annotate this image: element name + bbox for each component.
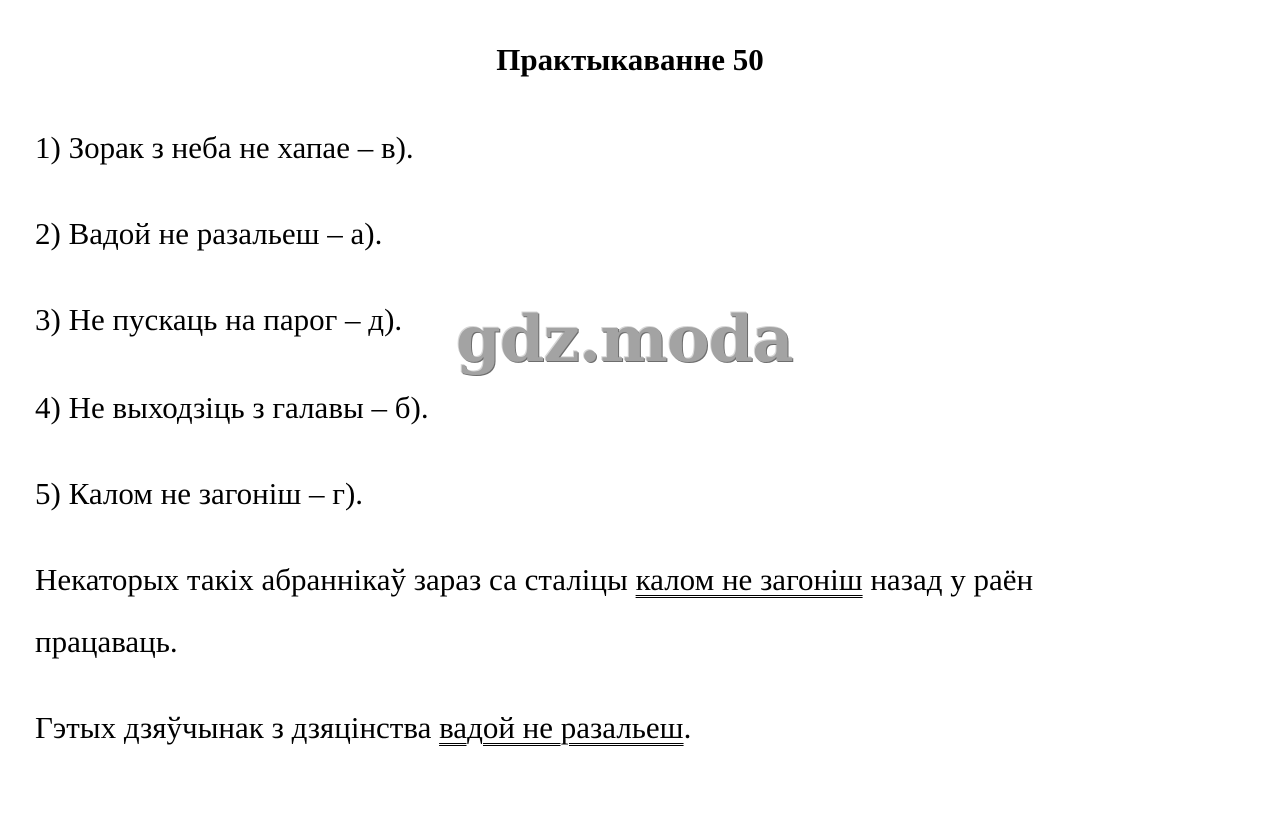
- answer-item-1: 1) Зорак з неба не хапае – в).: [35, 130, 414, 165]
- answer-item-5: 5) Калом не загоніш – г).: [35, 476, 364, 511]
- answer-item-3: 3) Не пускаць на парог – д).: [35, 302, 403, 337]
- watermark-logo: gdz.moda: [456, 302, 793, 377]
- underlined-phrase: вадой не разальеш: [439, 710, 684, 745]
- answer-item-2: 2) Вадой не разальеш – а).: [35, 216, 383, 251]
- sentence-text: Гэтых дзяўчынак з дзяцінства: [35, 710, 440, 745]
- example-sentence-2: [35, 706, 691, 750]
- sentence-text: Некаторых такіх абраннікаў зараз са сталіцы: [35, 562, 636, 597]
- underlined-phrase: калом не загоніш: [635, 562, 863, 597]
- example-sentence-1: [35, 558, 1033, 602]
- example-sentence-1-continuation: працаваць.: [35, 624, 178, 659]
- sentence-text: назад у раён: [862, 562, 1034, 597]
- page-title: Практыкаванне 50: [496, 42, 764, 77]
- answer-item-4: 4) Не выходзіць з галавы – б).: [35, 390, 429, 425]
- sentence-text: .: [683, 710, 692, 745]
